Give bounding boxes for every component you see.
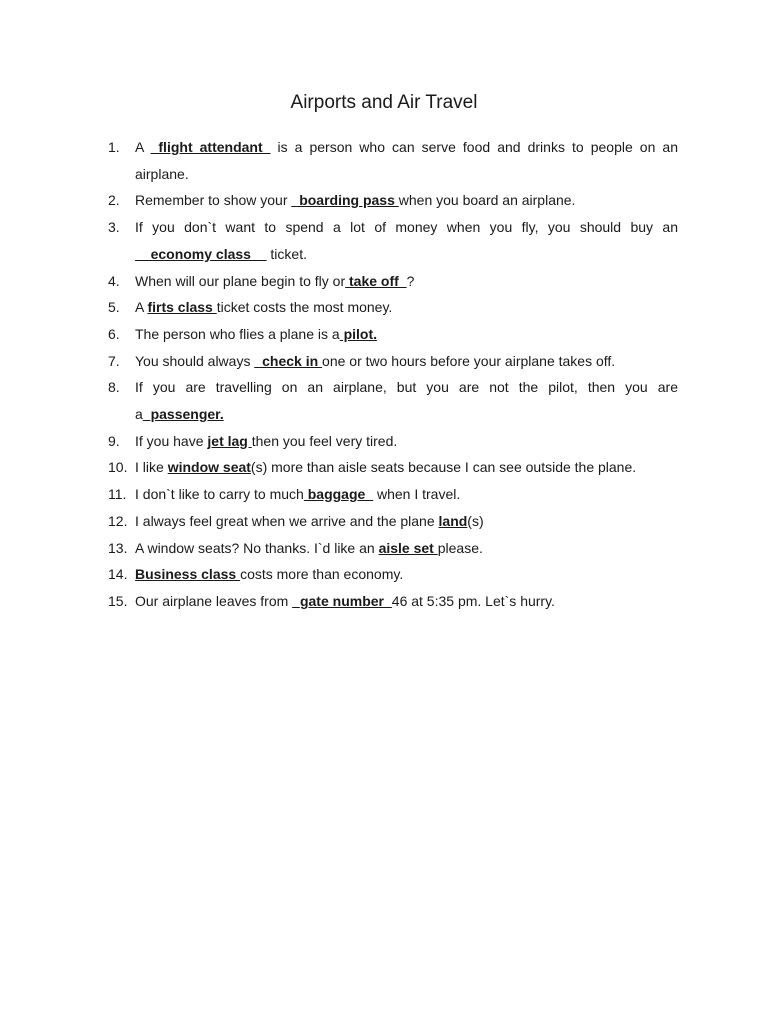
question-text <box>135 535 678 562</box>
sentence-fragment: when I travel. <box>373 486 461 503</box>
question-item <box>108 187 678 214</box>
question-list <box>108 134 678 615</box>
question-number: 4. <box>108 272 120 289</box>
question-text <box>135 508 678 535</box>
question-text <box>135 374 678 427</box>
question-text <box>135 187 678 214</box>
sentence-fragment: then you feel very tired. <box>251 432 398 449</box>
sentence-fragment: I always feel great when we arrive and the plane <box>135 512 439 529</box>
answer-fill: __economy class__ <box>135 245 267 262</box>
sentence-fragment: is a person who can serve food and drinks to people on an airplane. <box>135 139 678 182</box>
question-item <box>108 481 678 508</box>
sentence-fragment: (s) more than aisle seats because I can see outside the plane. <box>250 459 637 476</box>
question-number: 6. <box>108 325 120 342</box>
question-text <box>135 481 678 508</box>
question-item <box>108 348 678 375</box>
question-item <box>108 535 678 562</box>
answer-fill: land <box>438 512 468 529</box>
sentence-fragment: ticket costs the most money. <box>216 299 393 316</box>
question-number: 10. <box>108 459 128 476</box>
question-number: 14. <box>108 566 128 583</box>
sentence-fragment: I don`t like to carry to much <box>135 486 304 503</box>
question-number: 9. <box>108 432 120 449</box>
question-number: 3. <box>108 219 120 236</box>
question-number: 11. <box>108 486 127 503</box>
answer-fill: _gate number_ <box>292 592 392 609</box>
answer-fill: baggage_ <box>303 486 374 503</box>
answer-fill: _boarding pass <box>291 192 399 209</box>
question-number: 15. <box>108 592 128 609</box>
question-item <box>108 321 678 348</box>
question-text <box>135 294 678 321</box>
question-item <box>108 508 678 535</box>
question-item <box>108 588 678 615</box>
question-number: 2. <box>108 192 120 209</box>
sentence-fragment: When will our plane begin to fly or <box>135 272 346 289</box>
answer-fill: pilot. <box>339 325 378 342</box>
sentence-fragment: If you have <box>135 432 208 449</box>
sentence-fragment: when you board an airplane. <box>398 192 576 209</box>
sentence-fragment: A window seats? No thanks. I`d like an <box>135 539 379 556</box>
question-text <box>135 214 678 267</box>
question-item <box>108 454 678 481</box>
question-item <box>108 268 678 295</box>
question-text <box>135 428 678 455</box>
sentence-fragment: I like <box>135 459 168 476</box>
sentence-fragment: You should always <box>135 352 255 369</box>
sentence-fragment: The person who flies a plane is a <box>135 325 340 342</box>
question-number: 13. <box>108 539 128 556</box>
question-number: 12. <box>108 512 128 529</box>
answer-fill: _passenger. <box>142 406 224 423</box>
question-item <box>108 428 678 455</box>
question-text <box>135 321 678 348</box>
question-item <box>108 214 678 267</box>
sentence-fragment: If you are travelling on an airplane, but you are not the pilot, then you are a <box>135 379 678 423</box>
page-title: Airports and Air Travel <box>290 92 478 113</box>
sentence-fragment: ? <box>406 272 415 289</box>
sentence-fragment: 46 at 5:35 pm. Let`s hurry. <box>391 592 555 609</box>
question-number: 1. <box>108 139 120 155</box>
sentence-fragment: please. <box>437 539 483 556</box>
question-text <box>135 561 678 588</box>
answer-fill: take off_ <box>345 272 407 289</box>
sentence-fragment: Remember to show your <box>135 192 292 209</box>
question-text <box>135 134 678 187</box>
question-item <box>108 561 678 588</box>
sentence-fragment: costs more than economy. <box>240 566 404 583</box>
sentence-fragment: Our airplane leaves from <box>135 592 293 609</box>
question-number: 5. <box>108 299 120 316</box>
sentence-fragment: A <box>135 139 151 155</box>
answer-fill: _check in <box>254 352 323 369</box>
question-number: 8. <box>108 379 120 396</box>
answer-fill: aisle set <box>378 539 438 556</box>
question-item <box>108 374 678 427</box>
answer-fill: _flight attendant_ <box>150 139 271 155</box>
question-text <box>135 348 678 375</box>
question-text <box>135 454 678 481</box>
answer-fill: jet lag <box>207 432 252 449</box>
sentence-fragment: ticket. <box>266 245 307 262</box>
sentence-fragment: If you don`t want to spend a lot of money when you fly, you should buy an <box>135 219 678 236</box>
sentence-fragment: A <box>135 299 148 316</box>
answer-fill: firts class <box>147 299 217 316</box>
sentence-fragment: one or two hours before your airplane takes off. <box>322 352 616 369</box>
answer-fill: Business class <box>135 566 241 583</box>
sentence-fragment: (s) <box>467 512 484 529</box>
question-item <box>108 294 678 321</box>
question-text <box>135 268 678 295</box>
question-text <box>135 588 678 615</box>
answer-fill: window seat <box>167 459 251 476</box>
question-number: 7. <box>108 352 120 369</box>
question-item <box>108 134 678 187</box>
